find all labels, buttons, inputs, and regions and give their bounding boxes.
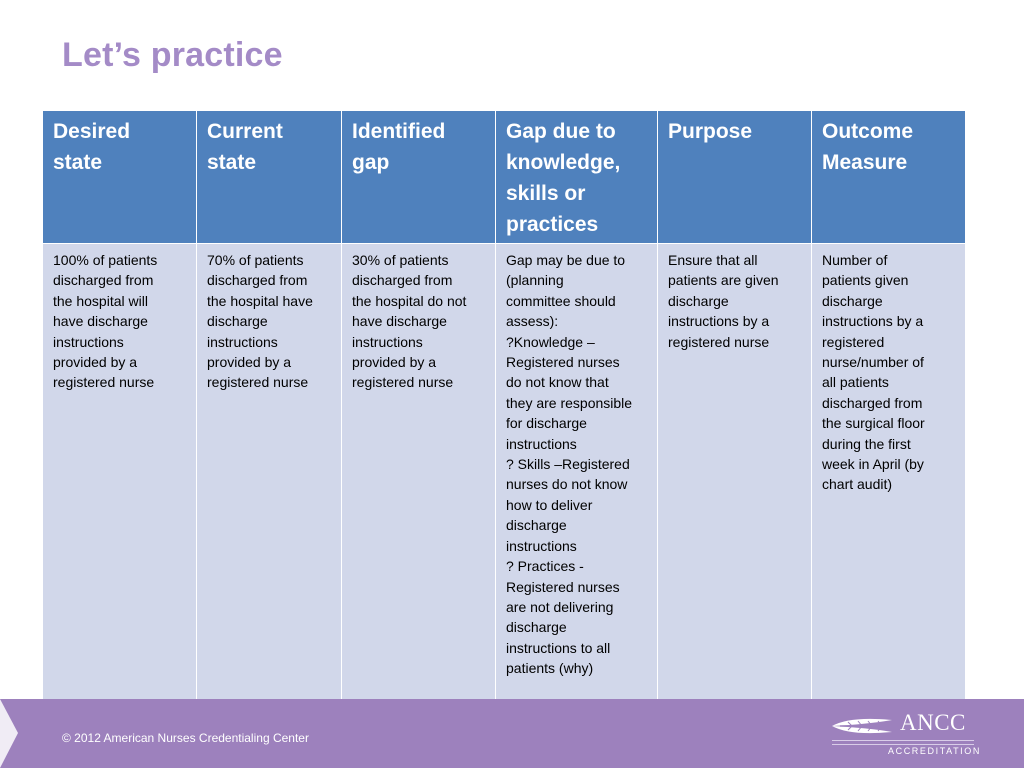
header-purpose: Purpose: [658, 111, 812, 244]
ancc-logo: [830, 710, 980, 760]
header-outcome-measure: Outcome Measure: [812, 111, 966, 244]
ancc-logo-tagline: ACCREDITATION: [888, 746, 981, 756]
cell-desired-state: 100% of patients discharged from the hospital will have discharge instructions provided by a registered nurse: [43, 244, 197, 706]
table-header-row: [43, 111, 966, 244]
header-current-state: Current state: [197, 111, 342, 244]
slide-title: Let’s practice: [62, 36, 283, 74]
copyright-text: © 2012 American Nurses Credentialing Center: [62, 731, 309, 745]
header-desired-state: Desired state: [43, 111, 197, 244]
table-row: [43, 244, 966, 706]
cell-purpose: Ensure that all patients are given discharge instructions by a registered nurse: [658, 244, 812, 706]
cell-current-state: 70% of patients discharged from the hospital have discharge instructions provided by a registered nurse: [197, 244, 342, 706]
cell-gap-cause: Gap may be due to (planning committee should assess): ?Knowledge – Registered nurses do not know that they are responsible for discharge instructions ? Skills –Registered nurses do not know how to deliver discharge instructions ? Practices - Registered nurses are not delivering discharge instructions to all patients (why): [496, 244, 658, 706]
header-identified-gap: Identified gap: [342, 111, 496, 244]
ancc-logo-rule: [832, 740, 974, 745]
laurel-icon: [830, 714, 894, 738]
gap-analysis-table: [42, 110, 966, 706]
ancc-logo-name: ANCC: [900, 710, 966, 735]
footer-wedge-decoration: [0, 699, 22, 768]
header-gap-cause: Gap due to knowledge, skills or practices: [496, 111, 658, 244]
cell-outcome-measure: Number of patients given discharge instructions by a registered nurse/number of all patients discharged from the surgical floor during the first week in April (by chart audit): [812, 244, 966, 706]
cell-identified-gap: 30% of patients discharged from the hospital do not have discharge instructions provided by a registered nurse: [342, 244, 496, 706]
